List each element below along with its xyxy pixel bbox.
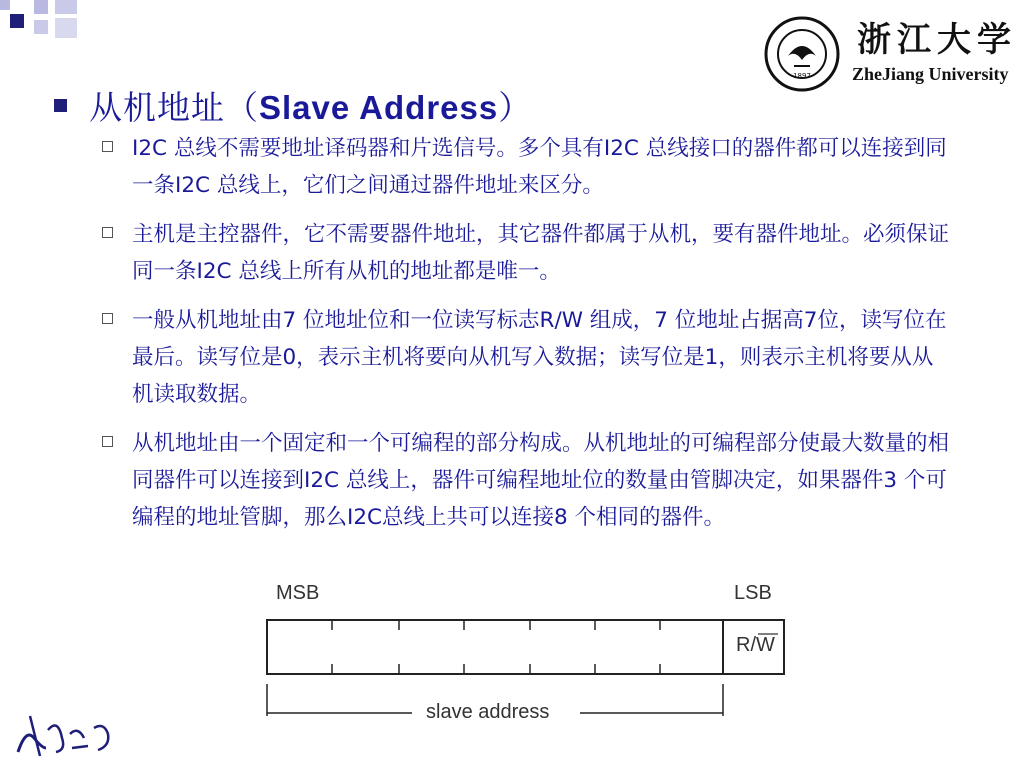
university-name-en: ZheJiang University — [852, 64, 1009, 84]
list-item — [102, 216, 972, 290]
title-en: Slave Address — [259, 89, 499, 126]
address-byte-diagram — [262, 576, 802, 726]
hollow-square-bullet-icon — [102, 436, 113, 447]
hollow-square-bullet-icon — [102, 141, 113, 152]
list-item — [102, 302, 972, 413]
bullet-text: 从机地址由一个固定和一个可编程的部分构成。从机地址的可编程部分使最大数量的相同器件可以连接到I2C 总线上，器件可编程地址位的数量由管脚决定，如果器件3 个可编程的地址管脚，那么I2C总线上共可以连接8 个相同的器件。 — [132, 431, 950, 530]
calligraphy-logo-icon — [12, 708, 116, 760]
list-item — [102, 130, 972, 204]
title-close: ） — [498, 88, 533, 127]
bullet-text: 主机是主控器件，它不需要器件地址，其它器件都属于从机，要有器件地址。必须保证同一条I2C 总线上所有从机的地址都是唯一。 — [132, 222, 950, 284]
hollow-square-bullet-icon — [102, 313, 113, 324]
msb-label: MSB — [276, 582, 320, 604]
slave-address-label: slave address — [426, 701, 550, 723]
bullet-text: 一般从机地址由7 位地址位和一位读写标志R/W 组成，7 位地址占据高7位，读写位在最后。读写位是0，表示主机将要向从机写入数据；读写位是1，则表示主机将要从从机读取数据。 — [132, 308, 947, 407]
university-seal-icon — [764, 16, 840, 92]
bullet-text: I2C 总线不需要地址译码器和片选信号。多个具有I2C 总线接口的器件都可以连接到同一条I2C 总线上，它们之间通过器件地址来区分。 — [132, 136, 947, 198]
title-bullet-icon — [54, 99, 67, 112]
corner-decoration — [0, 0, 80, 50]
hollow-square-bullet-icon — [102, 227, 113, 238]
university-name-cn: 浙江大学 — [857, 20, 1017, 60]
title-cn: 从机地址（ — [89, 88, 259, 127]
slide-title — [54, 82, 532, 129]
bullet-list — [102, 130, 972, 548]
seal-year: 1897 — [793, 72, 811, 80]
rw-bit-label: R/W — [736, 634, 775, 656]
lsb-label: LSB — [734, 582, 772, 604]
list-item — [102, 425, 972, 536]
